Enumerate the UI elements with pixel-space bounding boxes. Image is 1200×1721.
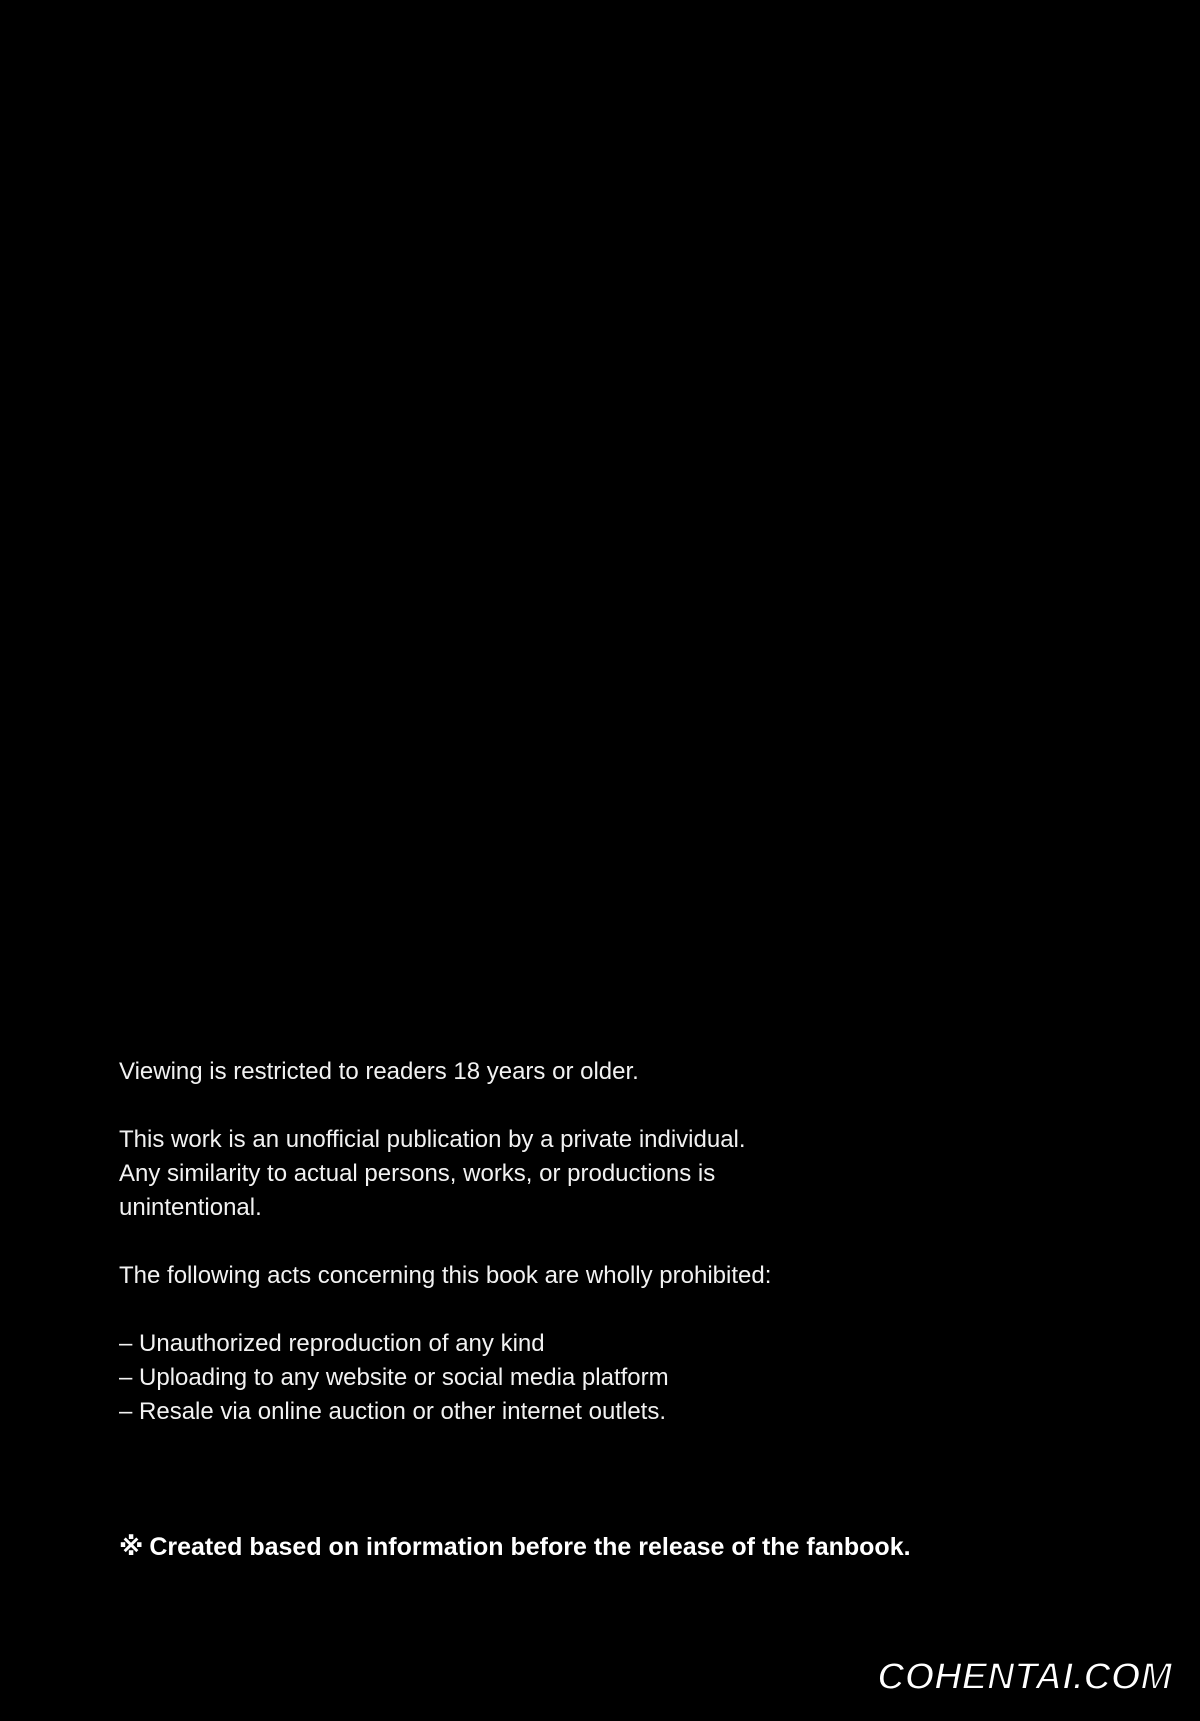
disclaimer-line-3: unintentional. bbox=[119, 1194, 262, 1221]
reference-mark-icon: ※ bbox=[119, 1533, 144, 1561]
prohibited-item: – Resale via online auction or other internet outlets. bbox=[119, 1398, 666, 1425]
notice-block bbox=[119, 1055, 1119, 1564]
prohibited-item: – Uploading to any website or social media platform bbox=[119, 1364, 669, 1391]
spacer bbox=[119, 1293, 1119, 1327]
spacer bbox=[119, 1089, 1119, 1123]
age-restriction-text: Viewing is restricted to readers 18 years or older. bbox=[119, 1058, 639, 1085]
disclaimer-line-1: This work is an unofficial publication by a private individual. bbox=[119, 1126, 746, 1153]
spacer bbox=[119, 1429, 1119, 1530]
prohibited-intro: The following acts concerning this book are wholly prohibited: bbox=[119, 1262, 772, 1289]
spacer bbox=[119, 1225, 1119, 1259]
disclaimer-line-2: Any similarity to actual persons, works, or productions is bbox=[119, 1160, 716, 1187]
fanbook-note-text: Created based on information before the release of the fanbook. bbox=[149, 1533, 911, 1561]
watermark-logo: COHENTAI.COM bbox=[877, 1656, 1172, 1698]
fanbook-note bbox=[119, 1530, 1119, 1564]
prohibited-item: – Unauthorized reproduction of any kind bbox=[119, 1330, 545, 1357]
